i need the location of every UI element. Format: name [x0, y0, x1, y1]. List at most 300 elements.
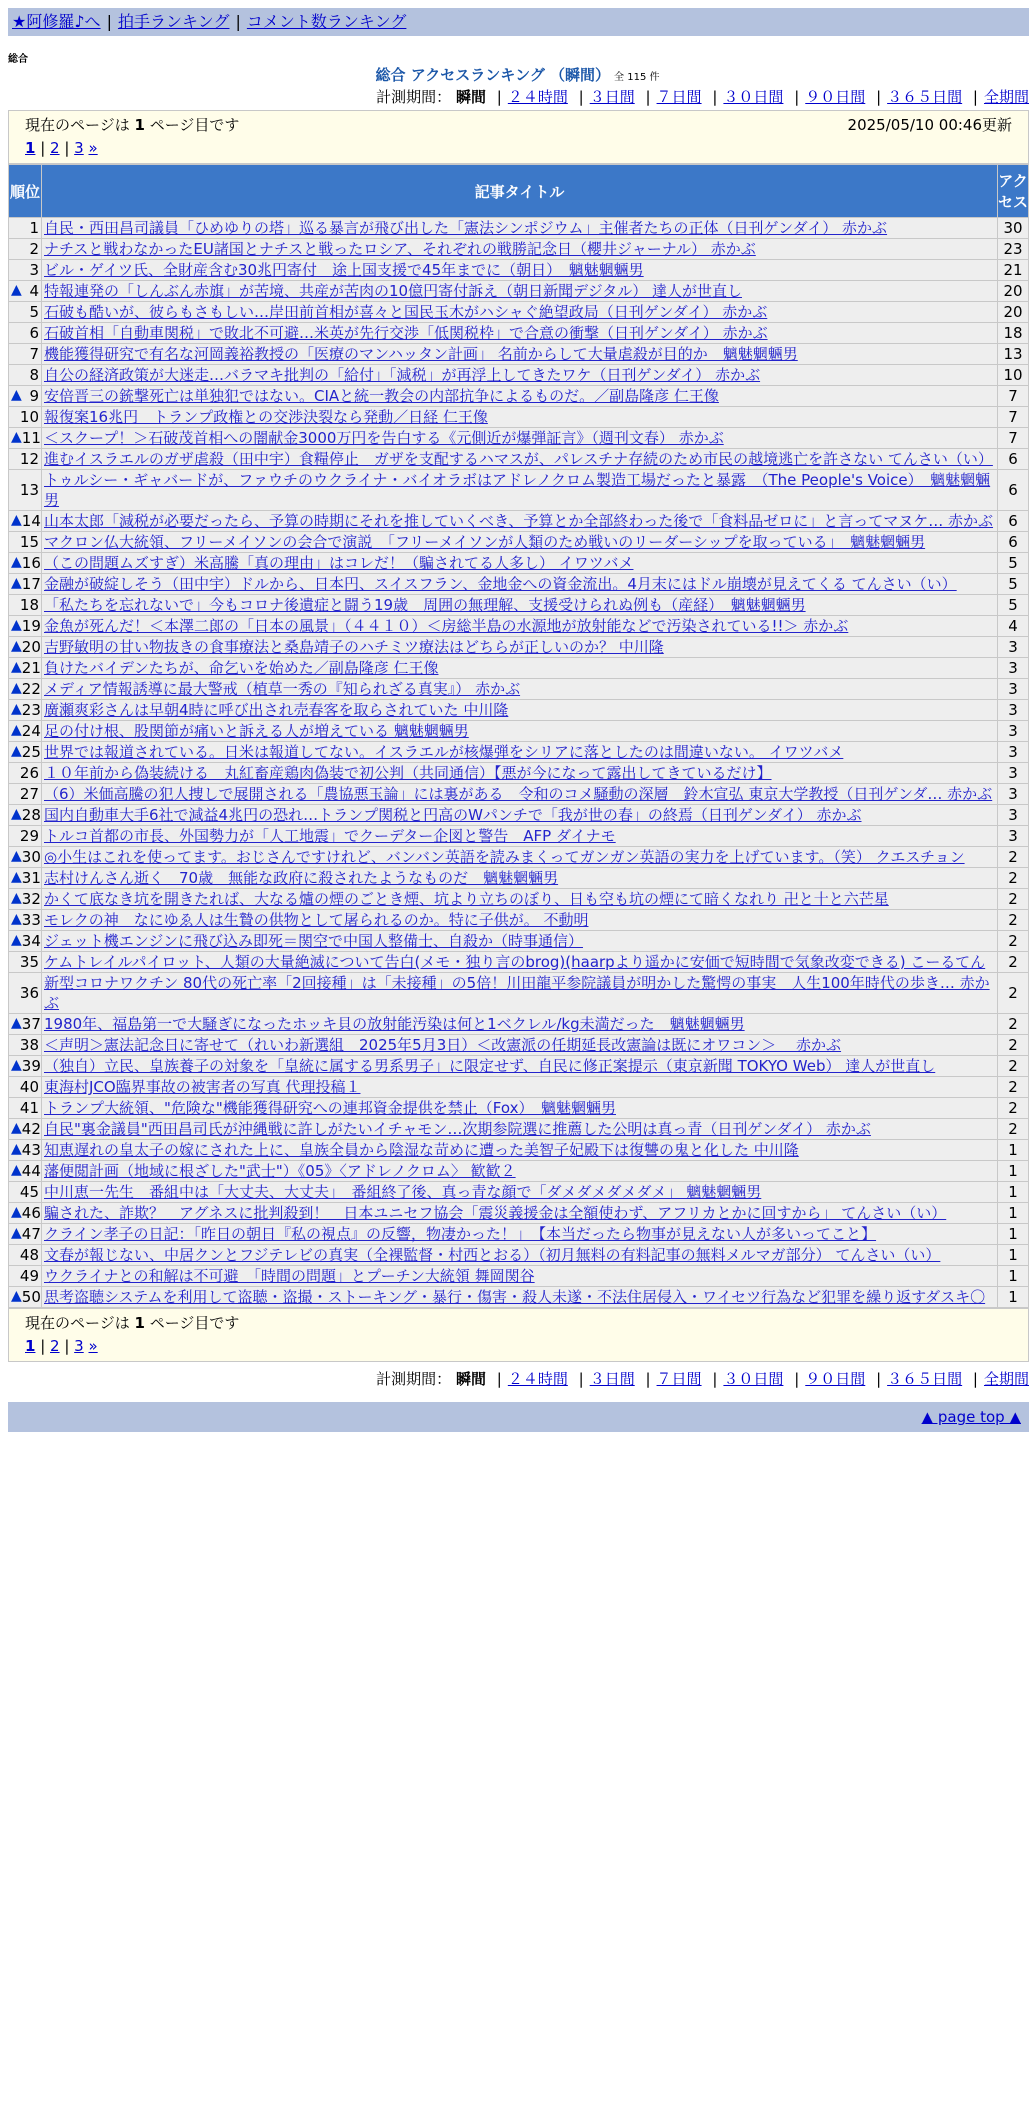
- article-link[interactable]: １０年前から偽装続ける 丸紅畜産鶏肉偽装で初公判（共同通信）【悪が今になって露出してきているだけ】: [44, 764, 772, 782]
- rank-cell: [9, 260, 41, 280]
- rank-cell: [9, 1266, 41, 1286]
- rank-number: 38: [19, 1036, 39, 1054]
- rank-cell: [9, 218, 41, 238]
- header-access: アクセス: [998, 165, 1028, 217]
- rank-cell: [9, 449, 41, 469]
- access-count: 3: [998, 637, 1028, 657]
- title-cell: [42, 532, 997, 552]
- rank-number: 10: [19, 408, 39, 426]
- rank-number: 22: [21, 680, 41, 698]
- article-link[interactable]: マクロン仏大統領、フリーメイソンの会合で演説 「フリーメイソンが人類のため戦いのリーダーシップを取っている」 魑魅魍魎男: [44, 533, 926, 551]
- rank-cell: [9, 1161, 41, 1181]
- article-link[interactable]: トルコ首都の市長、外国勢力が「人工地震」でクーデター企図と警告 AFP ダイナモ: [44, 827, 616, 845]
- rank-up-arrow-icon: ▲: [11, 1120, 22, 1136]
- rank-cell: [9, 1056, 41, 1076]
- access-count: 1: [998, 1203, 1028, 1223]
- rank-cell: [9, 805, 41, 825]
- rank-number: 50: [21, 1288, 41, 1306]
- article-link[interactable]: 自民"裏金議員"西田昌司氏が沖縄戦に許しがたいイチャモン…次期参院選に推薦した公明は真っ青（日刊ゲンダイ） 赤かぶ: [44, 1120, 871, 1138]
- article-link[interactable]: （この問題ムズすぎ）米高騰「真の理由」はコレだ！（騙されてる人多し） イワツバメ: [44, 554, 634, 572]
- article-link[interactable]: ジェット機エンジンに飛び込み即死＝関空で中国人整備士、自殺か（時事通信）: [44, 932, 583, 950]
- rank-up-arrow-icon: ▲: [11, 282, 22, 298]
- table-row: [9, 889, 1028, 909]
- rank-up-arrow-icon: ▲: [11, 659, 22, 675]
- table-row: [9, 260, 1028, 280]
- article-link[interactable]: 金融が破綻しそう（田中宇）ドルから、日本円、スイスフラン、金地金への資金流出。4月末にはドル崩壊が見えてくる てんさい（い）: [44, 575, 957, 593]
- nav-separator: |: [235, 12, 241, 31]
- top-nav-clap-ranking-link[interactable]: 拍手ランキング: [117, 12, 230, 31]
- rank-up-arrow-icon: ▲: [11, 680, 22, 696]
- rank-up-arrow-icon: ▲: [11, 932, 22, 948]
- article-link[interactable]: ＜スクープ！＞石破茂首相への闇献金3000万円を告白する《元側近が爆弾証言》（週刊文春） 赤かぶ: [44, 429, 724, 447]
- pager-page-2[interactable]: 2: [50, 1337, 60, 1355]
- title-cell: [42, 847, 997, 867]
- access-count: 2: [998, 973, 1028, 1013]
- rank-cell: [9, 826, 41, 846]
- title-cell: [42, 1287, 997, 1307]
- rank-cell: [9, 365, 41, 385]
- rank-number: 39: [21, 1057, 41, 1075]
- title-cell: [42, 910, 997, 930]
- article-link[interactable]: クライン孝子の日記：「昨日の朝日『私の視点』の反響，物凄かった！」 【本当だったら物事が見えない人が多いってこと】: [44, 1225, 877, 1243]
- period-link-365d[interactable]: ３６５日間: [887, 1370, 963, 1388]
- rank-number: 44: [21, 1162, 41, 1180]
- title-cell: [42, 679, 997, 699]
- page-info-box-bottom: [8, 1308, 1029, 1362]
- article-link[interactable]: 東海村JCO臨界事故の被害者の写真 代理投稿１: [44, 1078, 361, 1096]
- rank-number: 20: [21, 638, 41, 656]
- table-row: [9, 973, 1028, 1013]
- rank-up-arrow-icon: ▲: [11, 1141, 22, 1157]
- period-link-all[interactable]: 全期間: [983, 1370, 1029, 1388]
- top-nav-bar: [8, 8, 1029, 36]
- title-cell: [42, 1245, 997, 1265]
- title-cell: [42, 323, 997, 343]
- title-cell: [42, 407, 997, 427]
- article-link[interactable]: 文春が報じない、中居クンとフジテレビの真実（全裸監督・村西とおる）（初月無料の有料記事の無料メルマガ部分） てんさい（い）: [44, 1246, 941, 1264]
- title-cell: [42, 889, 997, 909]
- article-link[interactable]: ビル・ゲイツ氏、全財産含む30兆円寄付 途上国支援で45年までに（朝日） 魑魅魍魎男: [44, 261, 644, 279]
- rank-cell: [9, 239, 41, 259]
- rank-cell: [9, 952, 41, 972]
- access-count: 2: [998, 1098, 1028, 1118]
- table-row: [9, 868, 1028, 888]
- title-cell: [42, 721, 997, 741]
- pager-page-2[interactable]: 2: [50, 139, 60, 157]
- access-count: 1: [998, 1182, 1028, 1202]
- nav-separator: |: [106, 12, 112, 31]
- period-label: 計測期間：: [376, 88, 452, 106]
- table-row: [9, 616, 1028, 636]
- access-count: 3: [998, 700, 1028, 720]
- access-count: 1: [998, 1287, 1028, 1307]
- rank-up-arrow-icon: ▲: [11, 1162, 22, 1178]
- access-count: 3: [998, 679, 1028, 699]
- article-link[interactable]: 石破首相「自動車関税」で敗北不可避…米英が先行交渉「低関税枠」で合意の衝撃（日刊ゲンダイ） 赤かぶ: [44, 324, 768, 342]
- rank-number: 3: [29, 261, 39, 279]
- article-link[interactable]: 進むイスラエルのガザ虐殺（田中宇）食糧停止 ガザを支配するハマスが、パレスチナ存続のため市民の越境逃亡を許さない てんさい（い）: [44, 450, 993, 468]
- rank-number: 31: [21, 869, 41, 887]
- rank-cell: [9, 574, 41, 594]
- table-row: [9, 763, 1028, 783]
- pager-page-3[interactable]: 3: [74, 1337, 84, 1355]
- article-link[interactable]: 機能獲得研究で有名な河岡義裕教授の「医療のマンハッタン計画」 名前からして大量虐殺が目的か 魑魅魍魎男: [44, 345, 798, 363]
- title-cell: [42, 511, 997, 531]
- pager-next[interactable]: »: [88, 1337, 98, 1355]
- rank-number: 14: [21, 512, 41, 530]
- article-link[interactable]: 思考盗聴システムを利用して盗聴・盗撮・ストーキング・暴行・傷害・殺人未遂・不法住居侵入・ワイセツ行為など犯罪を繰り返すダスキ〇: [44, 1288, 986, 1306]
- article-link[interactable]: トゥルシー・ギャバードが、ファウチのウクライナ・バイオラボはアドレノクロム製造工場だったと暴露 （The People's Voice） 魑魅魍魎男: [44, 471, 991, 509]
- article-link[interactable]: 報復案16兆円 トランプ政権との交渉決裂なら発動／日経 仁王像: [44, 408, 488, 426]
- article-link[interactable]: ◎小生はこれを使ってます。おじさんですけれど、バンバン英語を読みまくってガンガン英語の実力を上げています。（笑） クエスチョン: [44, 848, 965, 866]
- rank-cell: [9, 931, 41, 951]
- access-count: 7: [998, 407, 1028, 427]
- rank-up-arrow-icon: ▲: [11, 1288, 22, 1304]
- access-count: 3: [998, 805, 1028, 825]
- rank-cell: [9, 1098, 41, 1118]
- access-count: 13: [998, 344, 1028, 364]
- rank-number: 36: [19, 984, 39, 1002]
- article-link[interactable]: メディア情報誘導に最大警戒（植草一秀の『知られざる真実』） 赤かぶ: [44, 680, 521, 698]
- access-count: 3: [998, 721, 1028, 741]
- table-row: [9, 1224, 1028, 1244]
- page-title-text: 総合 アクセスランキング （瞬間）: [375, 66, 611, 84]
- period-link-7d[interactable]: ７日間: [656, 1370, 702, 1388]
- table-row: [9, 428, 1028, 448]
- article-link[interactable]: 足の付け根、股関節が痛いと訴える人が増えている 魑魅魍魎男: [44, 722, 469, 740]
- table-row: [9, 721, 1028, 741]
- rank-number: 18: [19, 596, 39, 614]
- article-link[interactable]: 自民・西田昌司議員「ひめゆりの塔」巡る暴言が飛び出した「憲法シンポジウム」主催者たちの正体（日刊ゲンダイ） 赤かぶ: [44, 219, 888, 237]
- table-row: [9, 1161, 1028, 1181]
- title-cell: [42, 386, 997, 406]
- access-count: 2: [998, 1119, 1028, 1139]
- article-link[interactable]: 「私たちを忘れないで」今もコロナ後遺症と闘う19歳 周囲の無理解、支援受けられぬ例も（産経） 魑魅魍魎男: [44, 596, 806, 614]
- title-cell: [42, 365, 997, 385]
- rank-number: 35: [19, 953, 39, 971]
- current-page-text: 現在のページは 1 ページ目です: [25, 1314, 240, 1332]
- rank-number: 7: [29, 345, 39, 363]
- access-count: 2: [998, 952, 1028, 972]
- period-link-90d[interactable]: ９０日間: [805, 1370, 866, 1388]
- total-count: 全 115 件: [614, 72, 660, 83]
- title-cell: [42, 742, 997, 762]
- rank-cell: [9, 595, 41, 615]
- article-link[interactable]: （6）米価高騰の犯人捜しで展開される「農協悪玉論」には裏がある 令和のコメ騒動の深層 鈴木宣弘 東京大学教授（日刊ゲンダ… 赤かぶ: [44, 785, 993, 803]
- article-link[interactable]: ナチスと戦わなかったEU諸国とナチスと戦ったロシア、それぞれの戦勝記念日（櫻井ジャーナル） 赤かぶ: [44, 240, 756, 258]
- period-link-3d[interactable]: ３日間: [589, 88, 635, 106]
- rank-number: 15: [19, 533, 39, 551]
- rank-number: 48: [19, 1246, 39, 1264]
- access-count: 1: [998, 1266, 1028, 1286]
- article-link[interactable]: トランプ大統領、"危険な"機能獲得研究への連邦資金提供を禁止（Fox） 魑魅魍魎男: [44, 1099, 616, 1117]
- article-link[interactable]: 知恵遅れの皇太子の嫁にされた上に、皇族全員から陰湿な苛めに遭った美智子妃殿下は復讐の鬼と化した 中川隆: [44, 1141, 799, 1159]
- period-link-24h[interactable]: ２４時間: [507, 1370, 568, 1388]
- access-count: 2: [998, 847, 1028, 867]
- rank-cell: [9, 847, 41, 867]
- rank-up-arrow-icon: ▲: [11, 701, 22, 717]
- rank-number: 26: [19, 764, 39, 782]
- table-row: [9, 386, 1028, 406]
- access-count: 2: [998, 889, 1028, 909]
- title-cell: [42, 616, 997, 636]
- rank-cell: [9, 1119, 41, 1139]
- title-cell: [42, 1056, 997, 1076]
- rank-number: 47: [21, 1225, 41, 1243]
- rank-number: 33: [21, 911, 41, 929]
- rank-number: 34: [21, 932, 41, 950]
- period-link-90d[interactable]: ９０日間: [805, 88, 866, 106]
- rank-cell: [9, 889, 41, 909]
- article-link[interactable]: 国内自動車大手6社で減益4兆円の恐れ…トランプ関税と円高のWパンチで「我が世の春」の終焉（日刊ゲンダイ） 赤かぶ: [44, 806, 862, 824]
- access-count: 6: [998, 511, 1028, 531]
- article-link[interactable]: 自公の経済政策が大迷走…バラマキ批判の「給付」「減税」が再浮上してきたワケ（日刊ゲンダイ） 赤かぶ: [44, 366, 761, 384]
- rank-cell: [9, 511, 41, 531]
- table-row: [9, 407, 1028, 427]
- rank-number: 17: [21, 575, 41, 593]
- top-nav-home-link[interactable]: ★阿修羅♪へ: [12, 12, 101, 31]
- access-count: 30: [998, 218, 1028, 238]
- access-count: 2: [998, 931, 1028, 951]
- rank-up-arrow-icon: ▲: [11, 554, 22, 570]
- access-count: 4: [998, 616, 1028, 636]
- rank-cell: [9, 407, 41, 427]
- updated-timestamp: 2025/05/10 00:46更新: [847, 116, 1012, 134]
- rank-number: 28: [21, 806, 41, 824]
- rank-up-arrow-icon: ▲: [11, 1204, 22, 1220]
- access-count: 20: [998, 302, 1028, 322]
- title-cell: [42, 1140, 997, 1160]
- header-title: 記事タイトル: [42, 165, 997, 217]
- rank-cell: [9, 1287, 41, 1307]
- table-row: [9, 1035, 1028, 1055]
- access-count: 20: [998, 281, 1028, 301]
- article-link[interactable]: ウクライナとの和解は不可避 「時間の問題」とプーチン大統領 舞岡関谷: [44, 1267, 535, 1285]
- article-link[interactable]: 1980年、福島第一で大騒ぎになったホッキ貝の放射能汚染は何と1ベクレル/kg未満だった 魑魅魍魎男: [44, 1015, 745, 1033]
- rank-cell: [9, 910, 41, 930]
- title-cell: [42, 1035, 997, 1055]
- title-cell: [42, 1266, 997, 1286]
- rank-up-arrow-icon: ▲: [11, 387, 22, 403]
- rank-number: 46: [21, 1204, 41, 1222]
- access-count: 2: [998, 868, 1028, 888]
- article-link[interactable]: 負けたバイデンたちが、命乞いを始めた／副島隆彦 仁王像: [44, 659, 439, 677]
- rank-number: 11: [21, 429, 41, 447]
- title-cell: [42, 595, 997, 615]
- current-page-text: 現在のページは 1 ページ目です: [25, 116, 240, 134]
- rank-number: 23: [21, 701, 41, 719]
- rank-up-arrow-icon: ▲: [11, 743, 22, 759]
- rank-up-arrow-icon: ▲: [11, 512, 22, 528]
- rank-cell: [9, 1182, 41, 1202]
- title-cell: [42, 868, 997, 888]
- period-link-all[interactable]: 全期間: [983, 88, 1029, 106]
- rank-cell: [9, 868, 41, 888]
- article-link[interactable]: 山本太郎「減税が必要だったら、予算の時期にそれを推していくべき、予算とか全部終わった後で「食料品ゼロに」と言ってマヌケ… 赤かぶ: [44, 512, 994, 530]
- table-row: [9, 1077, 1028, 1097]
- article-link[interactable]: 吉野敏明の甘い物抜きの食事療法と桑島靖子のハチミツ療法はどちらが正しいのか？ 中川隆: [44, 638, 664, 656]
- rank-number: 41: [19, 1099, 39, 1117]
- period-link-30d[interactable]: ３０日間: [723, 88, 784, 106]
- period-link-24h[interactable]: ２４時間: [507, 88, 568, 106]
- article-link[interactable]: かくて底なき坑を開きたれば、大なる爐の煙のごとき煙、坑より立ちのぼり、日も空も坑の煙にて暗くなれり 卍と十と六芒星: [44, 890, 889, 908]
- rank-up-arrow-icon: ▲: [11, 911, 22, 927]
- table-row: [9, 281, 1028, 301]
- article-link[interactable]: モレクの神 なにゆゑ人は生贄の供物として屠られるのか。特に子供が。 不動明: [44, 911, 589, 929]
- table-row: [9, 1266, 1028, 1286]
- table-row: [9, 470, 1028, 510]
- access-count: 23: [998, 239, 1028, 259]
- rank-cell: [9, 281, 41, 301]
- rank-number: 5: [29, 303, 39, 321]
- period-link-365d[interactable]: ３６５日間: [887, 88, 963, 106]
- rank-cell: [9, 658, 41, 678]
- access-count: 5: [998, 553, 1028, 573]
- rank-cell: [9, 553, 41, 573]
- rank-number: 8: [29, 366, 39, 384]
- table-row: [9, 784, 1028, 804]
- article-link[interactable]: 藩便閲計画（地域に根ざした"武士"）《05》〈アドレノクロム〉 歓歓２: [44, 1162, 516, 1180]
- category-label: 総合: [8, 54, 28, 65]
- period-link-7d[interactable]: ７日間: [656, 88, 702, 106]
- article-link[interactable]: 金魚が死んだ！＜本澤二郎の「日本の風景」（４４１０）＜房総半島の水源地が放射能などで汚染されている!!＞ 赤かぶ: [44, 617, 849, 635]
- title-cell: [42, 260, 997, 280]
- article-link[interactable]: ＜声明＞憲法記念日に寄せて（れいわ新選組 2025年5月3日）＜改憲派の任期延長改憲論は既にオワコン＞ 赤かぶ: [44, 1036, 842, 1054]
- article-link[interactable]: 安倍晋三の銃撃死亡は単独犯ではない。CIAと統一教会の内部抗争によるものだ。／副島隆彦 仁王像: [44, 387, 719, 405]
- title-cell: [42, 428, 997, 448]
- article-link[interactable]: 新型コロナワクチン 80代の死亡率「2回接種」は「未接種」の5倍！川田龍平参院議員が明かした驚愕の事実 人生100年時代の歩き… 赤かぶ: [44, 974, 990, 1012]
- pager-page-1[interactable]: 1: [25, 1337, 36, 1355]
- article-link[interactable]: 志村けんさん逝く 70歳 無能な政府に殺されたようなものだ 魑魅魍魎男: [44, 869, 559, 887]
- rank-number: 1: [29, 219, 39, 237]
- title-cell: [42, 805, 997, 825]
- article-link[interactable]: 世界では報道されている。日米は報道してない。イスラエルが核爆弾をシリアに落としたのは間違いない。 イワツバメ: [44, 743, 844, 761]
- access-count: 2: [998, 910, 1028, 930]
- rank-number: 9: [29, 387, 39, 405]
- rank-cell: [9, 470, 41, 510]
- title-cell: [42, 1182, 997, 1202]
- rank-up-arrow-icon: ▲: [11, 1015, 22, 1031]
- table-row: [9, 344, 1028, 364]
- rank-cell: [9, 637, 41, 657]
- access-count: 1: [998, 1224, 1028, 1244]
- title-cell: [42, 302, 997, 322]
- rank-cell: [9, 532, 41, 552]
- table-row: [9, 658, 1028, 678]
- access-count: 6: [998, 470, 1028, 510]
- table-row: [9, 365, 1028, 385]
- rank-cell: [9, 386, 41, 406]
- title-cell: [42, 1203, 997, 1223]
- top-nav-comment-ranking-link[interactable]: コメント数ランキング: [246, 12, 407, 31]
- rank-up-arrow-icon: ▲: [11, 869, 22, 885]
- table-row: [9, 302, 1028, 322]
- rank-number: 24: [21, 722, 41, 740]
- rank-cell: [9, 344, 41, 364]
- period-label: 計測期間：: [376, 1370, 452, 1388]
- article-link[interactable]: 石破も酷いが、彼らもさもしい…岸田前首相が喜々と国民玉木がハシャぐ絶望政局（日刊ゲンダイ） 赤かぶ: [44, 303, 768, 321]
- table-row: [9, 1182, 1028, 1202]
- article-link[interactable]: ケムトレイルパイロット、人類の大量絶滅について告白(メモ・独り言のbrog)(haarpより遥かに安価で短時間で気象改変できる) こーるてん: [44, 953, 986, 971]
- article-link[interactable]: 特報連発の「しんぶん赤旗」が苦境、共産が苦肉の10億円寄付訴え（朝日新聞デジタル） 達人が世直し: [44, 282, 742, 300]
- page-top-link[interactable]: ▲ page top ▲: [921, 1408, 1021, 1426]
- article-link[interactable]: （独自）立民、皇族養子の対象を「皇統に属する男系男子」に限定せず、自民に修正案提示（東京新聞 TOKYO Web） 達人が世直し: [44, 1057, 936, 1075]
- table-row: [9, 1140, 1028, 1160]
- table-row: [9, 1056, 1028, 1076]
- access-count: 2: [998, 1056, 1028, 1076]
- title-cell: [42, 973, 997, 1013]
- rank-number: 12: [19, 450, 39, 468]
- access-count: 21: [998, 260, 1028, 280]
- table-row: [9, 1119, 1028, 1139]
- page-title: [0, 64, 1035, 86]
- rank-cell: [9, 1203, 41, 1223]
- pager-page-1[interactable]: 1: [25, 139, 36, 157]
- table-row: [9, 218, 1028, 238]
- table-row: [9, 239, 1028, 259]
- footer-bar: [8, 1402, 1029, 1432]
- pager: 1 | 2 | 3 »: [25, 139, 98, 157]
- rank-number: 13: [19, 481, 39, 499]
- article-link[interactable]: 騙された、詐欺？ アグネスに批判殺到！ 日本ユニセフ協会「震災義援金は全額使わず、アフリカとかに回すから」 てんさい（い）: [44, 1204, 947, 1222]
- title-cell: [42, 700, 997, 720]
- table-row: [9, 532, 1028, 552]
- rank-number: 2: [29, 240, 39, 258]
- title-cell: [42, 449, 997, 469]
- rank-cell: [9, 1035, 41, 1055]
- table-row: [9, 511, 1028, 531]
- table-row: [9, 323, 1028, 343]
- title-cell: [42, 952, 997, 972]
- access-count: 2: [998, 1035, 1028, 1055]
- period-link-30d[interactable]: ３０日間: [723, 1370, 784, 1388]
- rank-cell: [9, 1140, 41, 1160]
- article-link[interactable]: 廣瀬爽彩さんは早朝4時に呼び出され売春客を取らされていた 中川隆: [44, 701, 509, 719]
- access-count: 2: [998, 1077, 1028, 1097]
- rank-number: 37: [21, 1015, 41, 1033]
- rank-number: 43: [21, 1141, 41, 1159]
- rank-number: 40: [19, 1078, 39, 1096]
- table-row: [9, 1014, 1028, 1034]
- rank-up-arrow-icon: ▲: [11, 1057, 22, 1073]
- access-count: 3: [998, 826, 1028, 846]
- page-info-box: [8, 110, 1029, 164]
- table-row: [9, 847, 1028, 867]
- table-row: [9, 952, 1028, 972]
- article-link[interactable]: 中川恵一先生 番組中は「大丈夫、大丈夫」 番組終了後、真っ青な顔で「ダメダメダメダメ」 魑魅魍魎男: [44, 1183, 762, 1201]
- rank-cell: [9, 700, 41, 720]
- table-row: [9, 449, 1028, 469]
- table-row: [9, 805, 1028, 825]
- access-count: 10: [998, 365, 1028, 385]
- period-link-3d[interactable]: ３日間: [589, 1370, 635, 1388]
- title-cell: [42, 1119, 997, 1139]
- table-row: [9, 595, 1028, 615]
- title-cell: [42, 931, 997, 951]
- pager-page-3[interactable]: 3: [74, 139, 84, 157]
- title-cell: [42, 826, 997, 846]
- table-row: [9, 553, 1028, 573]
- title-cell: [42, 763, 997, 783]
- table-row: [9, 742, 1028, 762]
- pager-next[interactable]: »: [88, 139, 98, 157]
- period-current: 瞬間: [455, 1370, 486, 1388]
- rank-number: 30: [21, 848, 41, 866]
- access-count: 2: [998, 1014, 1028, 1034]
- access-count: 3: [998, 658, 1028, 678]
- rank-cell: [9, 721, 41, 741]
- table-row: [9, 1287, 1028, 1307]
